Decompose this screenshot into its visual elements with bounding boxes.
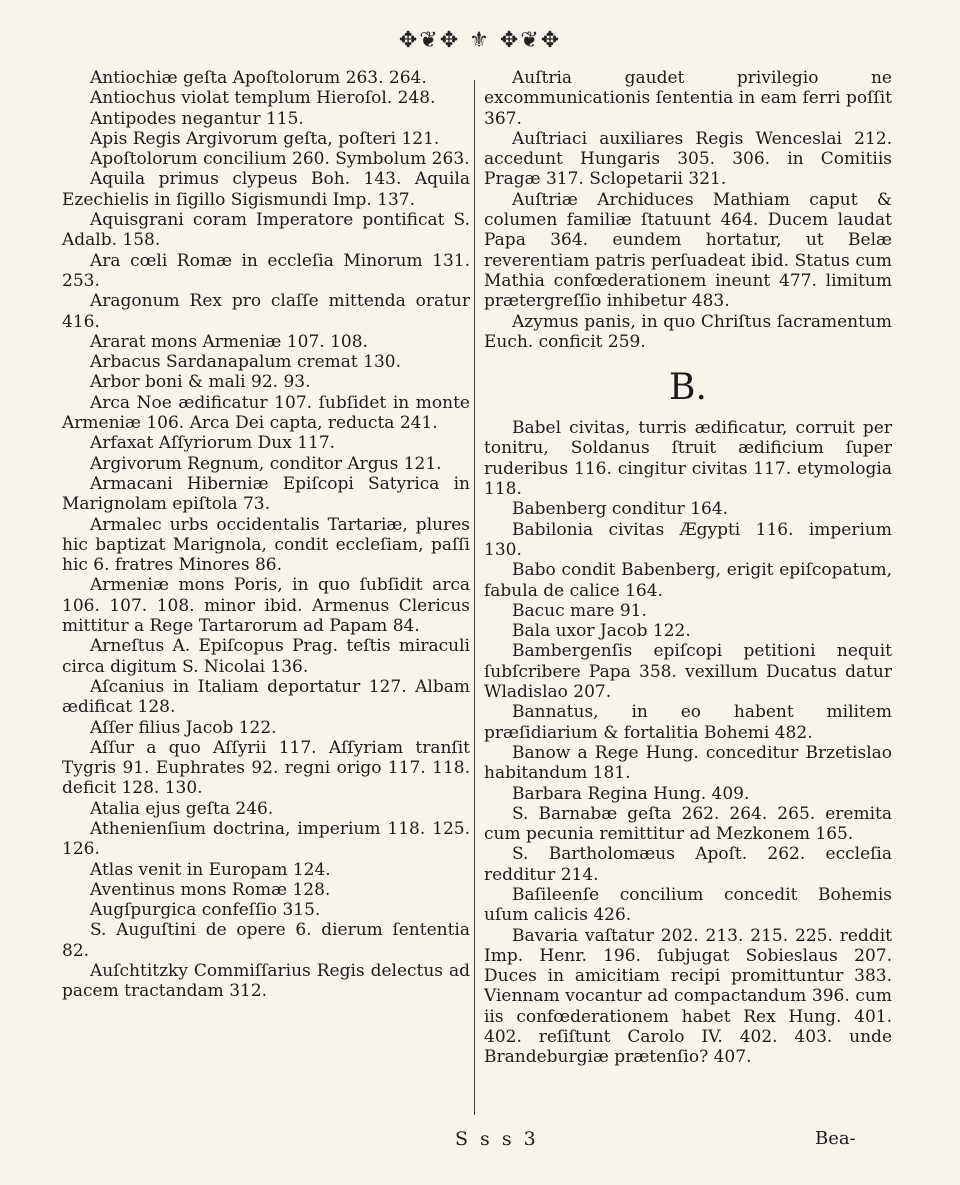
index-entry: Ara cœli Romæ in eccleſia Minorum 131. 253.	[62, 250, 470, 291]
index-entry: S. Bartholomæus Apoſt. 262. eccleſia redditur 214.	[484, 844, 892, 885]
index-entry: Auſtriaci auxiliares Regis Wenceslai 212. accedunt Hungaris 305. 306. in Comitiis Pragæ 317. Sclopetarii 321.	[484, 128, 892, 190]
index-entry: Bavaria vaſtatur 202. 213. 215. 225. reddit Imp. Henr. 196. ſubjugat Sobieslaus 207. Duces in amicitiam recipi promittuntur 383. Viennam vocantur ad compactandum 396. cum iis confœderationem habet Rex Hung. 401. 402. reſiſtunt Carolo IV. 402. 403. unde Brandeburgiæ prætenſio? 407.	[484, 925, 892, 1068]
index-entry: Athenienſium doctrina, imperium 118. 125. 126.	[62, 818, 470, 860]
index-entry: Aquila primus clypeus Boh. 143. Aquila Ezechielis in ſigillo Sigismundi Imp. 137.	[62, 169, 470, 210]
index-entry: Armacani Hiberniæ Epiſcopi Satyrica in Marignolam epiſtola 73.	[62, 473, 470, 515]
index-entry: Apis Regis Argivorum geſta, poſteri 121.	[90, 128, 440, 149]
index-entry: Bala uxor Jacob 122.	[512, 621, 691, 642]
index-entry: Baſileenſe concilium concedit Bohemis uſum calicis 426.	[484, 884, 892, 926]
index-entry: Armalec urbs occidentalis Tartariæ, plures hic baptizat Marignola, condit eccleſiam, paſſi hic 6. fratres Minores 86.	[62, 514, 470, 576]
left-column	[62, 68, 470, 1002]
index-entry: Armeniæ mons Poris, in quo ſubſidit arca 106. 107. 108. minor ibid. Armenus Clericus mittitur a Rege Tartarorum ad Papam 84.	[62, 575, 470, 637]
header-ornament: ✥❦✥ ⚜ ✥❦✥	[398, 28, 562, 53]
index-entry: Augſpurgica confeſſio 315.	[90, 900, 321, 921]
index-entry: Babenberg conditur 164.	[512, 499, 729, 520]
index-entry: Arbacus Sardanapalum cremat 130.	[90, 352, 402, 373]
index-entry: Aquisgrani coram Imperatore pontificat S. Adalb. 158.	[62, 210, 470, 251]
index-entry: Arbor boni & mali 92. 93.	[90, 372, 311, 393]
index-entry: Bacuc mare 91.	[512, 600, 647, 621]
index-entry: Banow a Rege Hung. conceditur Brzetislao habitandum 181.	[484, 742, 892, 784]
catchword: Bea-	[815, 1128, 856, 1149]
index-entry: Babel civitas, turris ædificatur, corruit per tonitru, Soldanus ſtruit ædificium ſuper ruderibus 116. cingitur civitas 117. etymologia 118.	[484, 418, 892, 500]
index-entry: S. Auguſtini de opere 6. dierum ſententia 82.	[62, 920, 470, 961]
index-entry: Aſcanius in Italiam deportatur 127. Albam ædificat 128.	[62, 676, 470, 718]
index-entry: Arfaxat Aſſyriorum Dux 117.	[90, 433, 336, 454]
index-entry: S. Barnabæ geſta 262. 264. 265. eremita cum pecunia remittitur ad Mezkonem 165.	[484, 803, 892, 845]
index-entry: Antiochus violat templum Hieroſol. 248.	[90, 88, 436, 109]
index-entry: Atalia ejus geſta 246.	[90, 798, 274, 819]
index-entry: Auſtriæ Archiduces Mathiam caput & columen familiæ ſtatuunt 464. Ducem laudat Papa 364. eundem hortatur, ut Belæ reverentiam patris perſuadeat ibid. Status cum Mathia confœderationem ineunt 477. limitum prætergreſſio inhibetur 483.	[484, 189, 892, 312]
index-entry: Argivorum Regnum, conditor Argus 121.	[90, 453, 442, 474]
index-entry: Aſſur a quo Aſſyrii 117. Aſſyriam tranſit Tygris 91. Euphrates 92. regni origo 117. 118. deficit 128. 130.	[62, 737, 470, 799]
signature-mark: S s s 3	[455, 1128, 539, 1150]
right-column	[484, 68, 892, 1068]
index-entry: Azymus panis, in quo Chriſtus ſacramentum Euch. conficit 259.	[484, 311, 892, 352]
index-entry: Apoſtolorum concilium 260. Symbolum 263.	[90, 149, 470, 170]
index-entry: Babilonia civitas Ægypti 116. imperium 130.	[484, 519, 892, 560]
index-entry: Antipodes negantur 115.	[90, 108, 304, 129]
index-entry: Babo condit Babenberg, erigit epiſcopatum, fabula de calice 164.	[484, 560, 892, 601]
index-entry: Ararat mons Armeniæ 107. 108.	[90, 331, 368, 352]
index-entry: Arca Noe ædificatur 107. ſubſidet in monte Armeniæ 106. Arca Dei capta, reducta 241.	[62, 392, 470, 434]
index-entry: Bambergenſis epiſcopi petitioni nequit ſubſcribere Papa 358. vexillum Ducatus datur Wladislao 207.	[484, 641, 892, 703]
index-entry: Barbara Regina Hung. 409.	[512, 783, 750, 804]
index-entry: Auſchtitzky Commiſſarius Regis delectus ad pacem tractandam 312.	[62, 961, 470, 1002]
index-entry: Aventinus mons Romæ 128.	[90, 879, 331, 900]
section-letter: B.	[669, 367, 707, 409]
index-entry: Auſtria gaudet privilegio ne excommunicationis ſententia in eam ferri poſſit 367.	[484, 68, 892, 129]
index-entry: Bannatus, in eo habent militem præſidiarium & fortalitia Bohemi 482.	[484, 702, 892, 743]
index-entry: Aſſer filius Jacob 122.	[90, 717, 277, 738]
index-entry: Arneſtus A. Epiſcopus Prag. teſtis miraculi circa digitum S. Nicolai 136.	[62, 636, 470, 677]
column-divider	[474, 80, 475, 1115]
index-entry: Atlas venit in Europam 124.	[90, 859, 331, 880]
index-entry: Aragonum Rex pro claſſe mittenda oratur 416.	[62, 291, 470, 332]
index-entry: Antiochiæ geſta Apoſtolorum 263. 264.	[90, 68, 427, 88]
